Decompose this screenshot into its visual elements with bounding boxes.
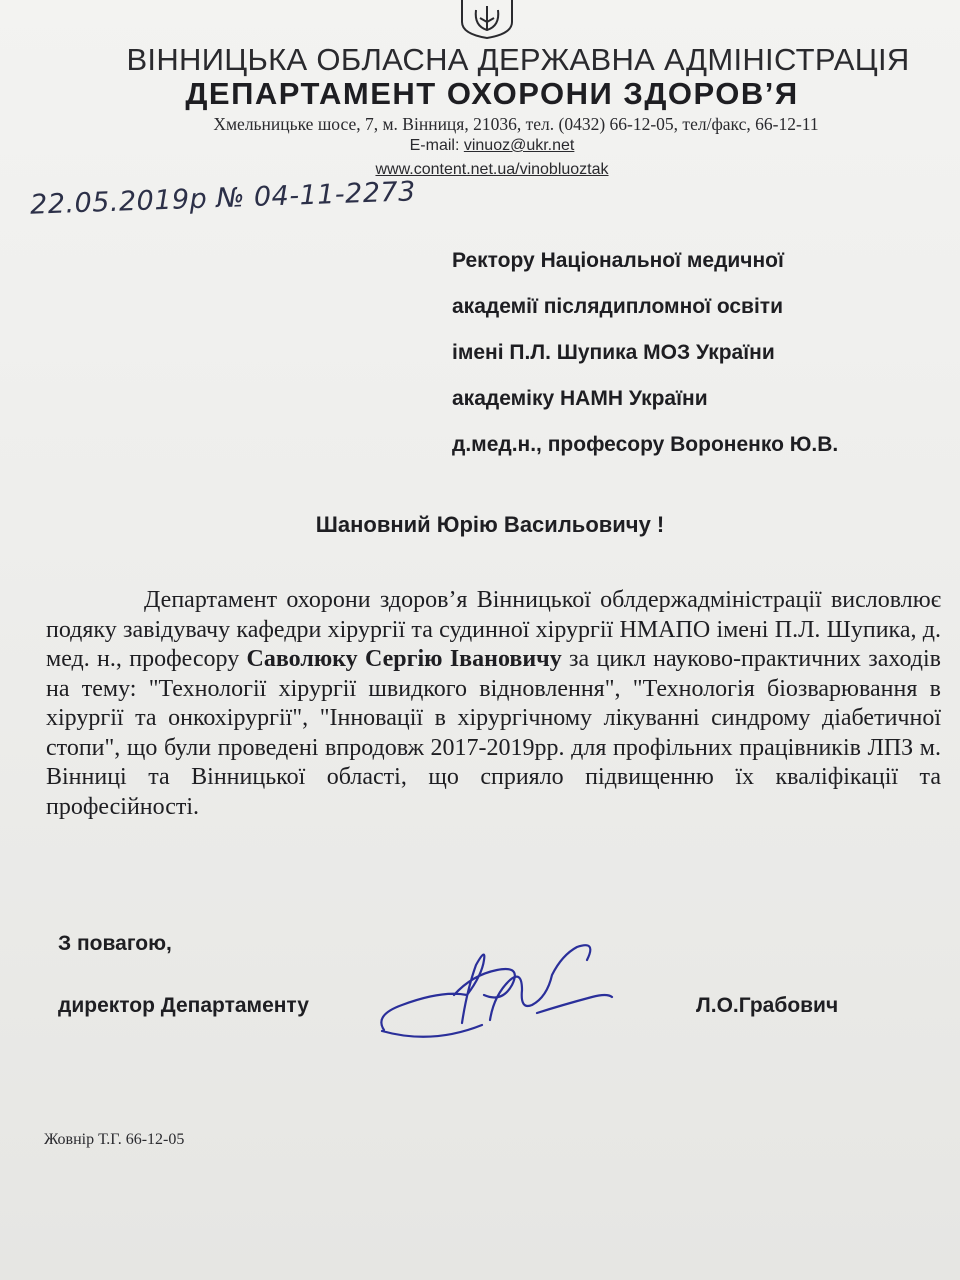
addressee-line: д.мед.н., професору Вороненко Ю.В. [452, 433, 839, 456]
handwritten-signature [372, 935, 622, 1050]
body-text-part2: за цикл науково-практичних заходів на тему: "Технології хірургії швидкого відновлення", "Технологія біозварювання в хірургії та онкохірургії", "Інновації в хірургічному лікуванні синдрому діабетичної стопи", що були проведені впродовж 2017-2019рр. для профільних працівників ЛПЗ м. Вінниці та Вінницької області, що сприяло підвищенню їх кваліфікації та професійності. [46, 646, 942, 820]
addressee-block [452, 238, 838, 468]
addressee-line: Ректору Національної медичної [452, 249, 784, 272]
letter-body [46, 586, 941, 822]
signer-title: директор Департаменту [58, 994, 309, 1017]
website-link[interactable]: www.content.net.ua/vinobluoztak [375, 161, 609, 178]
closing-regards: З повагою, [58, 932, 172, 955]
email-label: E-mail: [409, 137, 464, 154]
handwritten-reference-number: 22.05.2019р № 04-11-2273 [29, 176, 417, 221]
body-text-part1: Департамент охорони здоров’я Вінницької облдержадміністрації висловлює подяку завідувачу кафедри хірургії та судинної хірургії НМАПО імені П.Л. Шупика, д. мед. н., професору [46, 587, 941, 672]
letterhead-email-line [12, 137, 960, 155]
department-name: ДЕПАРТАМЕНТ ОХОРОНИ ЗДОРОВ’Я [185, 76, 799, 111]
trident-emblem-icon [456, 0, 518, 40]
addressee-line: академії післядипломної освіти [452, 295, 783, 318]
executor-footer: Жовнір Т.Г. 66-12-05 [44, 1131, 185, 1148]
email-link[interactable]: vinuoz@ukr.net [463, 137, 575, 154]
organization-name: ВІННИЦЬКА ОБЛАСНА ДЕРЖАВНА АДМІНІСТРАЦІЯ [126, 42, 910, 77]
signer-name: Л.О.Грабович [696, 994, 839, 1017]
addressee-line: академіку НАМН України [452, 387, 708, 410]
letterhead-address: Хмельницьке шосе, 7, м. Вінниця, 21036, тел. (0432) 66-12-05, тел/факс, 66-12-11 [213, 114, 819, 134]
honoree-name: Саволюку Сергію Івановичу [246, 646, 562, 672]
salutation: Шановний Юрію Васильовичу ! [315, 512, 665, 537]
addressee-line: імені П.Л. Шупика МОЗ України [452, 341, 775, 364]
